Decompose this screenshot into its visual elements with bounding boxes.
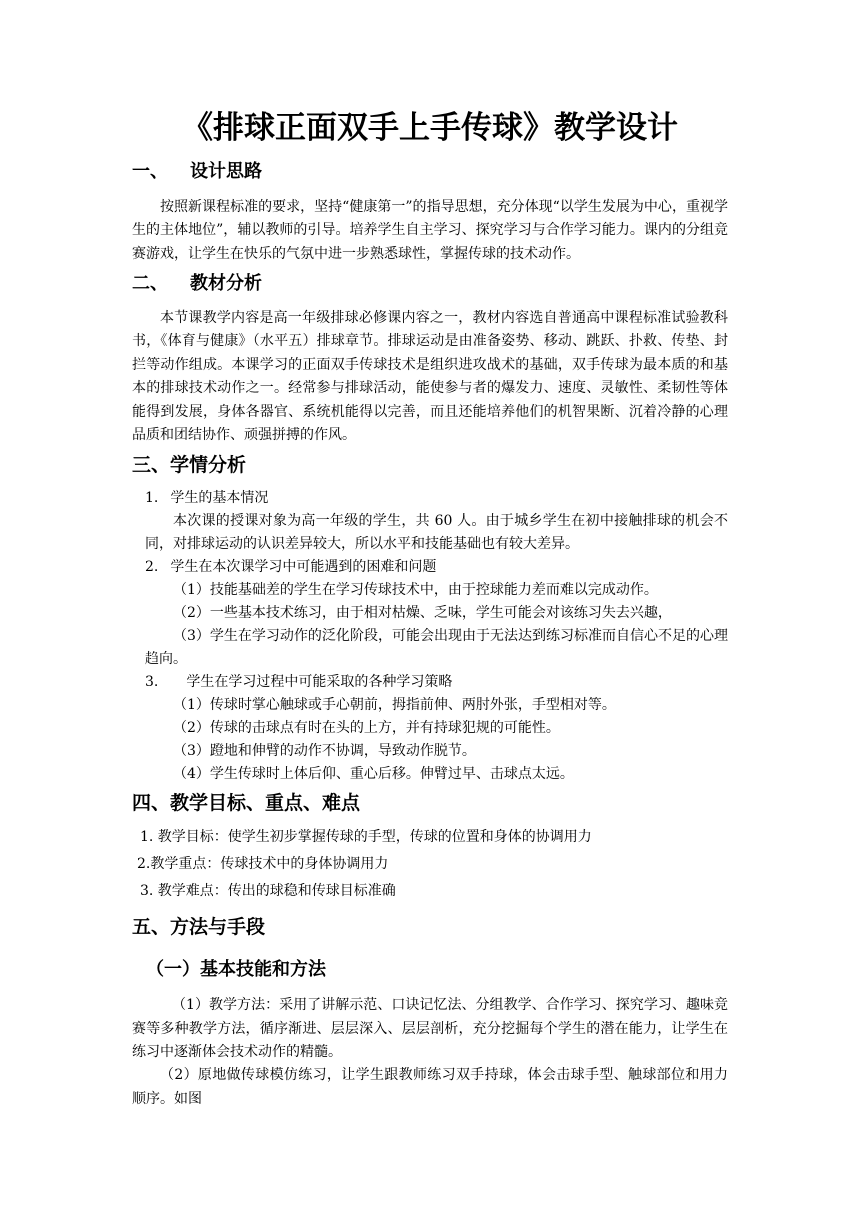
section-1-number: 一、	[132, 161, 168, 182]
section-4-item-3: 3. 教学难点：传出的球稳和传球目标准确	[140, 883, 396, 899]
document-title: 《排球正面双手上手传球》教学设计	[182, 110, 678, 146]
section-4-item-1: 1. 教学目标：使学生初步掌握传球的手型，传球的位置和身体的协调用力	[140, 829, 592, 845]
section-5-subheading: （一）基本技能和方法	[146, 959, 326, 980]
section-2-number: 二、	[132, 273, 168, 294]
section-3-item-2-point-2: （2）一些基本技术练习，由于相对枯燥、乏味，学生可能会对该练习失去兴趣，	[173, 605, 672, 621]
section-1-title: 设计思路	[190, 161, 262, 182]
section-4-item-2: 2.教学重点：传球技术中的身体协调用力	[137, 856, 389, 872]
item-2-label: 2.	[145, 559, 159, 575]
section-3-item-2	[145, 556, 436, 579]
section-5-heading: 五、方法与手段	[132, 916, 266, 938]
section-2-title: 教材分析	[190, 273, 262, 294]
item-1-label: 1.	[145, 490, 159, 506]
item-3-label: 3.	[145, 674, 159, 690]
section-3-item-1	[145, 487, 268, 510]
section-3-item-3-point-3: （3）蹬地和伸臂的动作不协调，导致动作脱节。	[173, 743, 476, 759]
section-5-paragraph-1: （1）教学方法：采用了讲解示范、口诀记忆法、分组教学、合作学习、探究学习、趣味竞赛等多种教学方法，循序渐进、层层深入、层层剖析，充分挖掘每个学生的潜在能力，让学生在练习中逐渐体会技术动作的精髓。	[132, 997, 728, 1060]
section-3-heading: 三、学情分析	[132, 454, 247, 476]
section-3-item-2-point-1: （1）技能基础差的学生在学习传球技术中，由于控球能力差而难以完成动作。	[173, 582, 658, 598]
section-2-heading	[132, 272, 262, 296]
section-5-paragraph-2: （2）原地做传球模仿练习，让学生跟教师练习双手持球，体会击球手型、触球部位和用力顺序。如图	[132, 1067, 728, 1107]
section-4-heading: 四、教学目标、重点、难点	[132, 792, 361, 814]
item-2-title: 学生在本次课学习中可能遇到的困难和问题	[170, 559, 437, 575]
section-3-item-3-point-2: （2）传球的击球点有时在头的上方，并有持球犯规的可能性。	[173, 720, 560, 736]
section-3-item-3	[145, 671, 452, 694]
section-1-paragraph: 按照新课程标准的要求，坚持“健康第一”的指导思想，充分体现“以学生发展为中心，重视学生的主体地位”，辅以教师的引导。培养学生自主学习、探究学习与合作学习能力。课内的分组竞赛游戏，让学生在快乐的气氛中进一步熟悉球性，掌握传球的技术动作。	[132, 199, 728, 262]
section-3-item-3-point-1: （1）传球时掌心触球或手心朝前，拇指前伸、两肘外张，手型相对等。	[173, 697, 616, 713]
item-3-title: 学生在学习过程中可能采取的各种学习策略	[186, 674, 453, 690]
section-3-item-3-point-4: （4）学生传球时上体后仰、重心后移。伸臂过早、击球点太远。	[173, 766, 574, 782]
section-1-heading	[132, 160, 262, 184]
section-3-item-2-point-3: （3）学生在学习动作的泛化阶段，可能会出现由于无法达到练习标准而自信心不足的心理趋向。	[145, 628, 728, 667]
section-3-item-1-text: 本次课的授课对象为高一年级的学生，共 60 人。由于城乡学生在初中接触排球的机会不同，对排球运动的认识差异较大，所以水平和技能基础也有较大差异。	[145, 513, 728, 552]
item-1-title: 学生的基本情况	[170, 490, 269, 506]
section-2-paragraph: 本节课教学内容是高一年级排球必修课内容之一，教材内容选自普通高中课程标准试验教科书，《体育与健康》（水平五）排球章节。排球运动是由准备姿势、移动、跳跃、扑救、传垫、封拦等动作组成。本课学习的正面双手传球技术是组织进攻战术的基础，双手传球为最本质的和基本的排球技术动作之一。经常参与排球活动，能使参与者的爆发力、速度、灵敏性、柔韧性等体能得到发展，身体各器官、系统机能得以完善，而且还能培养他们的机智果断、沉着冷静的心理品质和团结协作、顽强拼搏的作风。	[132, 310, 728, 444]
